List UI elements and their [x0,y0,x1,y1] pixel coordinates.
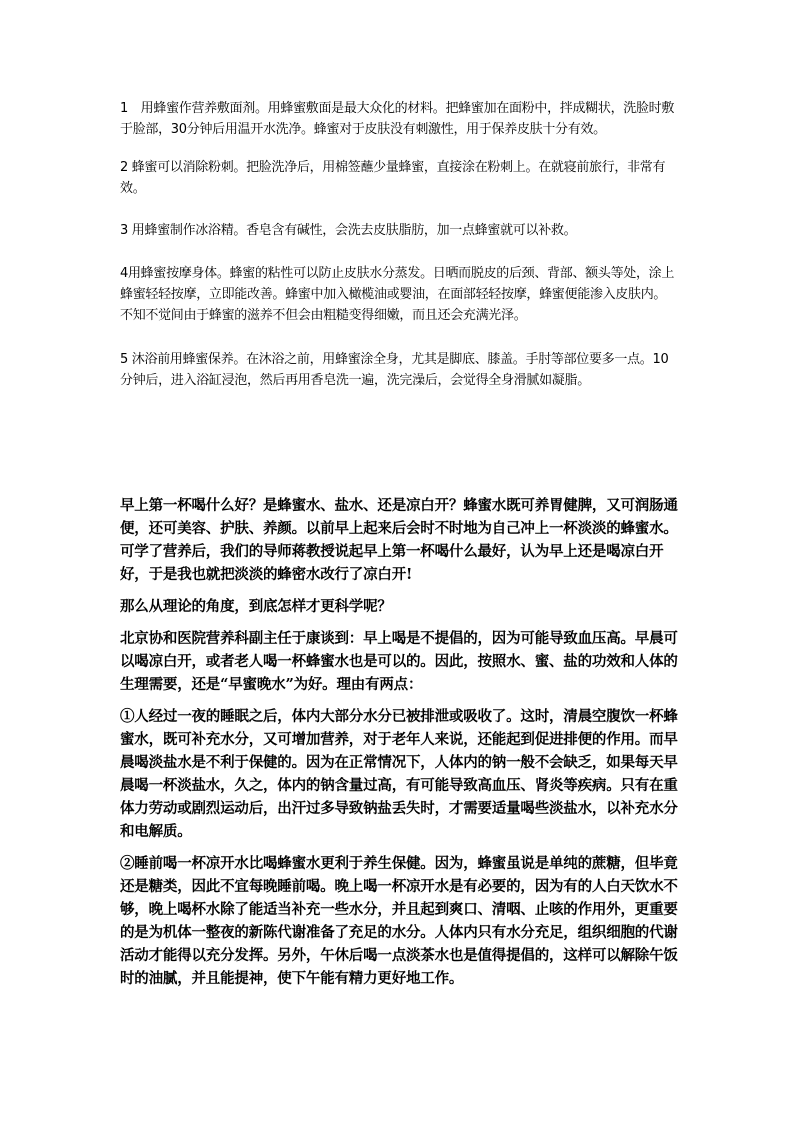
article-reason-2: ②睡前喝一杯凉开水比喝蜂蜜水更利于养生保健。因为，蜂蜜虽说是单纯的蔗糖，但毕竟还是糖类，因此不宜每晚睡前喝。晚上喝一杯凉开水是有必要的，因为有的人白天饮水不够，晚上喝杯水除了能适当补充一些水分，并且起到爽口、清咽、止咳的作用外，更重要的是为机体一整夜的新陈代谢准备了充足的水分。人体内只有水分充足，组织细胞的代谢活动才能得以充分发挥。另外，午休后喝一点淡茶水也是值得提倡的，这样可以解除午饭时的油腻，并且能提神，使下午能有精力更好地工作。 [120,855,678,987]
tip-5: 5 沐浴前用蜂蜜保养。在沐浴之前，用蜂蜜涂全身，尤其是脚底、膝盖。手肘等部位要多一点。10分钟后，进入浴缸浸泡，然后再用香皂洗一遍，洗完澡后，会觉得全身滑腻如凝脂。 [120,352,669,388]
tip-4: 4用蜂蜜按摩身体。蜂蜜的粘性可以防止皮肤水分蒸发。日晒而脱皮的后颈、背部、额头等处，涂上蜂蜜轻轻按摩，立即能改善。蜂蜜中加入橄榄油或婴油，在面部轻轻按摩，蜂蜜便能渗入皮肤内。不知不觉间由于蜂蜜的滋养不但会由粗糙变得细嫩，而且还会充满光泽。 [120,266,675,323]
morning-drink-article [120,494,678,999]
tip-2: 2 蜂蜜可以消除粉刺。把脸洗净后，用棉签蘸少量蜂蜜，直接涂在粉刺上。在就寝前旅行，非常有效。 [120,160,666,196]
article-expert-quote: 北京协和医院营养科副主任于康谈到：早上喝是不提倡的，因为可能导致血压高。早晨可以喝凉白开，或者老人喝一杯蜂蜜水也是可以的。因此，按照水、蜜、盐的功效和人体的生理需要，还是“早蜜晚水”为好。理由有两点： [120,630,678,693]
article-question: 那么从理论的角度，到底怎样才更科学呢？ [120,598,392,615]
honey-tips-list [120,98,676,408]
tip-3: 3 用蜂蜜制作冰浴精。香皂含有碱性，会洗去皮肤脂肪，加一点蜂蜜就可以补救。 [120,223,577,238]
article-reason-1: ①人经过一夜的睡眠之后，体内大部分水分已被排泄或吸收了。这时，清晨空腹饮一杯蜂蜜水，既可补充水分，又可增加营养，对于老年人来说，还能起到促进排便的作用。而早晨喝淡盐水是不利于保健的。因为在正常情况下，人体内的钠一般不会缺乏，如果每天早晨喝一杯淡盐水，久之，体内的钠含量过高，有可能导致高血压、肾炎等疾病。只有在重体力劳动或剧烈运动后，出汗过多导致钠盐丢失时，才需要适量喝些淡盐水，以补充水分和电解质。 [120,708,678,840]
tip-1: 1 用蜂蜜作营养敷面剂。用蜂蜜敷面是最大众化的材料。把蜂蜜加在面粉中，拌成糊状，洗脸时敷于脸部，30分钟后用温开水洗净。蜂蜜对于皮肤没有刺激性，用于保养皮肤十分有效。 [120,101,675,137]
article-intro: 早上第一杯喝什么好？是蜂蜜水、盐水、还是凉白开？蜂蜜水既可养胃健脾，又可润肠通便，还可美容、护肤、养颜。以前早上起来后会时不时地为自己冲上一杯淡淡的蜂蜜水。可学了营养后，我们的导师蒋教授说起早上第一杯喝什么最好，认为早上还是喝凉白开好，于是我也就把淡淡的蜂密水改行了凉白开! [120,497,678,583]
